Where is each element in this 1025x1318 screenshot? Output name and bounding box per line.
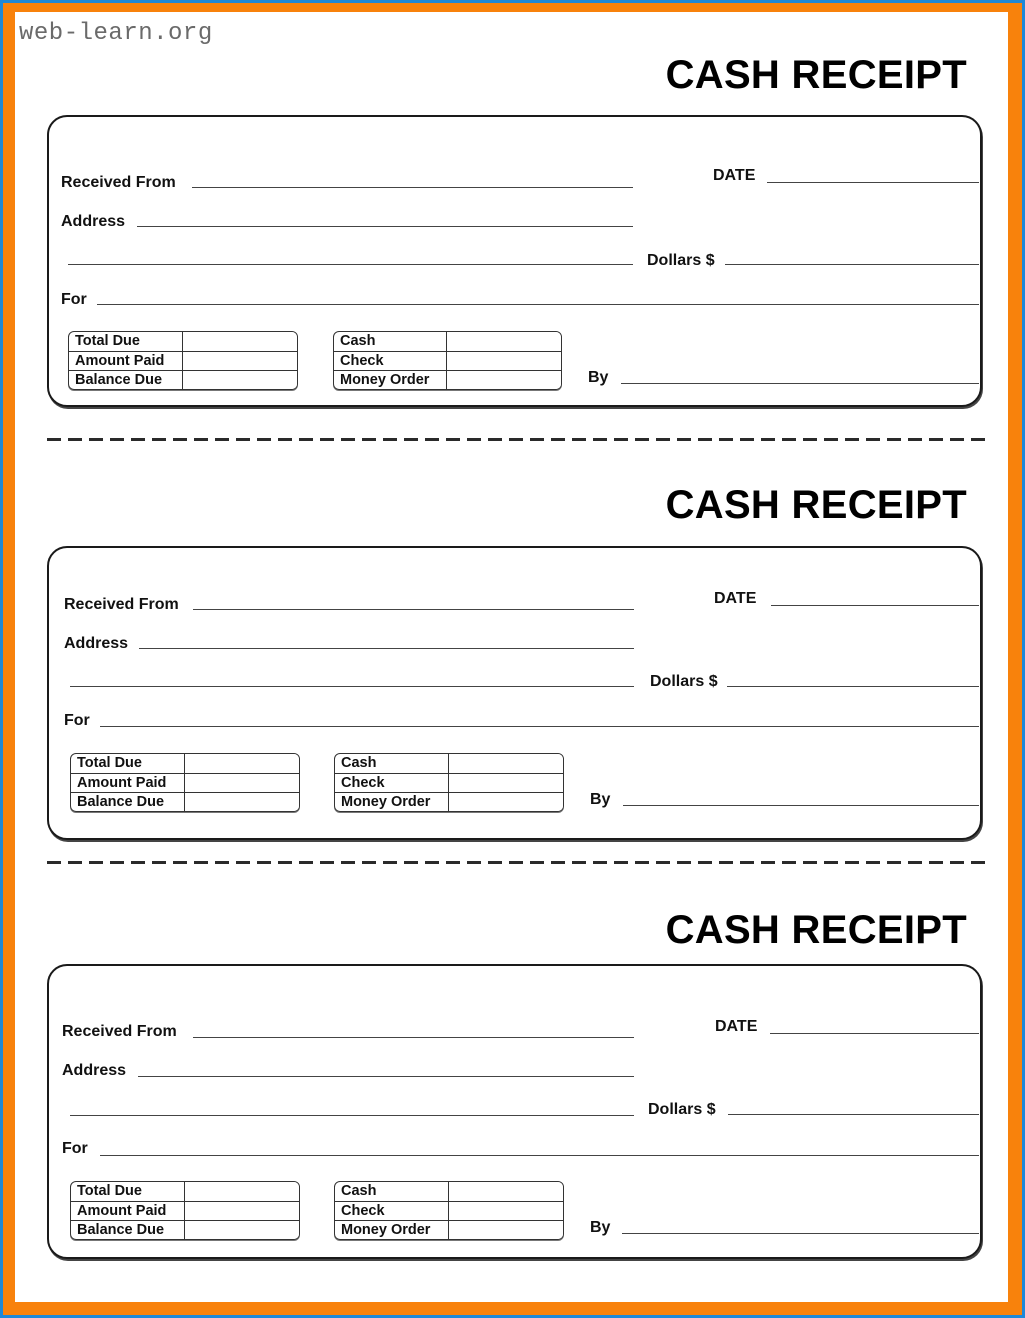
by-label: By: [588, 369, 609, 386]
for-label: For: [62, 1140, 88, 1157]
for-label: For: [64, 712, 90, 729]
amount-paid-field[interactable]: [183, 352, 297, 371]
receipt-title: CASH RECEIPT: [665, 53, 967, 97]
dollars-label: Dollars $: [648, 1101, 716, 1118]
payment-row: [335, 1182, 563, 1201]
payment-method-table: [333, 331, 562, 390]
balance-due-label: Balance Due: [69, 371, 183, 390]
total-due-label: Total Due: [71, 1182, 185, 1201]
receipt-title: CASH RECEIPT: [665, 483, 967, 527]
payment-row: [334, 332, 561, 351]
total-due-label: Total Due: [71, 754, 185, 773]
totals-row: [71, 1201, 299, 1220]
date-label: DATE: [715, 1018, 758, 1035]
amount-paid-field[interactable]: [185, 1202, 299, 1221]
by-label: By: [590, 791, 611, 808]
payment-method-table: [334, 1181, 564, 1240]
dollars-field[interactable]: [725, 264, 979, 265]
by-label: By: [590, 1219, 611, 1236]
cut-line: [47, 438, 985, 441]
money-order-label: Money Order: [335, 1221, 449, 1240]
receipt-title: CASH RECEIPT: [665, 908, 967, 952]
totals-row: [69, 370, 297, 389]
received-from-label: Received From: [62, 1023, 177, 1040]
dollars-label: Dollars $: [647, 252, 715, 269]
cash-label: Cash: [335, 1182, 449, 1201]
amount-paid-label: Amount Paid: [71, 774, 185, 793]
received-from-field[interactable]: [193, 1037, 634, 1038]
balance-due-field[interactable]: [185, 1221, 299, 1240]
money-order-field[interactable]: [449, 793, 563, 812]
received-from-label: Received From: [61, 174, 176, 191]
date-field[interactable]: [770, 1033, 979, 1034]
totals-row: [71, 792, 299, 811]
money-order-label: Money Order: [335, 793, 449, 812]
check-label: Check: [335, 1202, 449, 1221]
cut-line: [47, 861, 985, 864]
totals-row: [71, 1220, 299, 1239]
date-label: DATE: [713, 167, 756, 184]
totals-table: [68, 331, 298, 390]
payment-row: [335, 754, 563, 773]
payment-row: [335, 773, 563, 792]
payment-row: [335, 792, 563, 811]
totals-table: [70, 753, 300, 812]
payment-row: [334, 351, 561, 370]
date-field[interactable]: [767, 182, 979, 183]
watermark: web-learn.org: [19, 20, 213, 47]
amount-paid-label: Amount Paid: [71, 1202, 185, 1221]
for-field[interactable]: [97, 304, 979, 305]
address-field[interactable]: [139, 648, 634, 649]
address-label: Address: [62, 1062, 127, 1079]
cash-field[interactable]: [449, 754, 563, 773]
address-line-2-field[interactable]: [68, 264, 633, 265]
balance-due-field[interactable]: [183, 371, 297, 390]
dollars-field[interactable]: [728, 1114, 979, 1115]
payment-row: [335, 1201, 563, 1220]
amount-paid-label: Amount Paid: [69, 352, 183, 371]
payment-method-table: [334, 753, 564, 812]
money-order-field[interactable]: [449, 1221, 563, 1240]
amount-paid-field[interactable]: [185, 774, 299, 793]
for-label: For: [61, 291, 87, 308]
dollars-label: Dollars $: [650, 673, 718, 690]
address-label: Address: [64, 635, 129, 652]
received-from-label: Received From: [64, 596, 179, 613]
by-field[interactable]: [622, 1233, 979, 1234]
received-from-field[interactable]: [192, 187, 633, 188]
payment-row: [335, 1220, 563, 1239]
balance-due-field[interactable]: [185, 793, 299, 812]
check-field[interactable]: [447, 352, 561, 371]
check-label: Check: [335, 774, 449, 793]
by-field[interactable]: [623, 805, 979, 806]
address-line-2-field[interactable]: [70, 1115, 634, 1116]
date-field[interactable]: [771, 605, 979, 606]
totals-row: [69, 351, 297, 370]
payment-row: [334, 370, 561, 389]
cash-label: Cash: [334, 332, 447, 351]
for-field[interactable]: [100, 1155, 979, 1156]
totals-row: [71, 1182, 299, 1201]
check-label: Check: [334, 352, 447, 371]
balance-due-label: Balance Due: [71, 1221, 185, 1240]
check-field[interactable]: [449, 774, 563, 793]
check-field[interactable]: [449, 1202, 563, 1221]
money-order-label: Money Order: [334, 371, 447, 390]
address-line-2-field[interactable]: [70, 686, 634, 687]
balance-due-label: Balance Due: [71, 793, 185, 812]
cash-field[interactable]: [449, 1182, 563, 1201]
by-field[interactable]: [621, 383, 979, 384]
totals-row: [71, 754, 299, 773]
address-field[interactable]: [138, 1076, 634, 1077]
totals-table: [70, 1181, 300, 1240]
total-due-field[interactable]: [185, 754, 299, 773]
address-label: Address: [61, 213, 126, 230]
received-from-field[interactable]: [193, 609, 634, 610]
total-due-field[interactable]: [185, 1182, 299, 1201]
dollars-field[interactable]: [727, 686, 979, 687]
totals-row: [71, 773, 299, 792]
cash-field[interactable]: [447, 332, 561, 351]
totals-row: [69, 332, 297, 351]
total-due-label: Total Due: [69, 332, 183, 351]
money-order-field[interactable]: [447, 371, 561, 390]
total-due-field[interactable]: [183, 332, 297, 351]
for-field[interactable]: [100, 726, 979, 727]
date-label: DATE: [714, 590, 757, 607]
cash-label: Cash: [335, 754, 449, 773]
address-field[interactable]: [137, 226, 633, 227]
